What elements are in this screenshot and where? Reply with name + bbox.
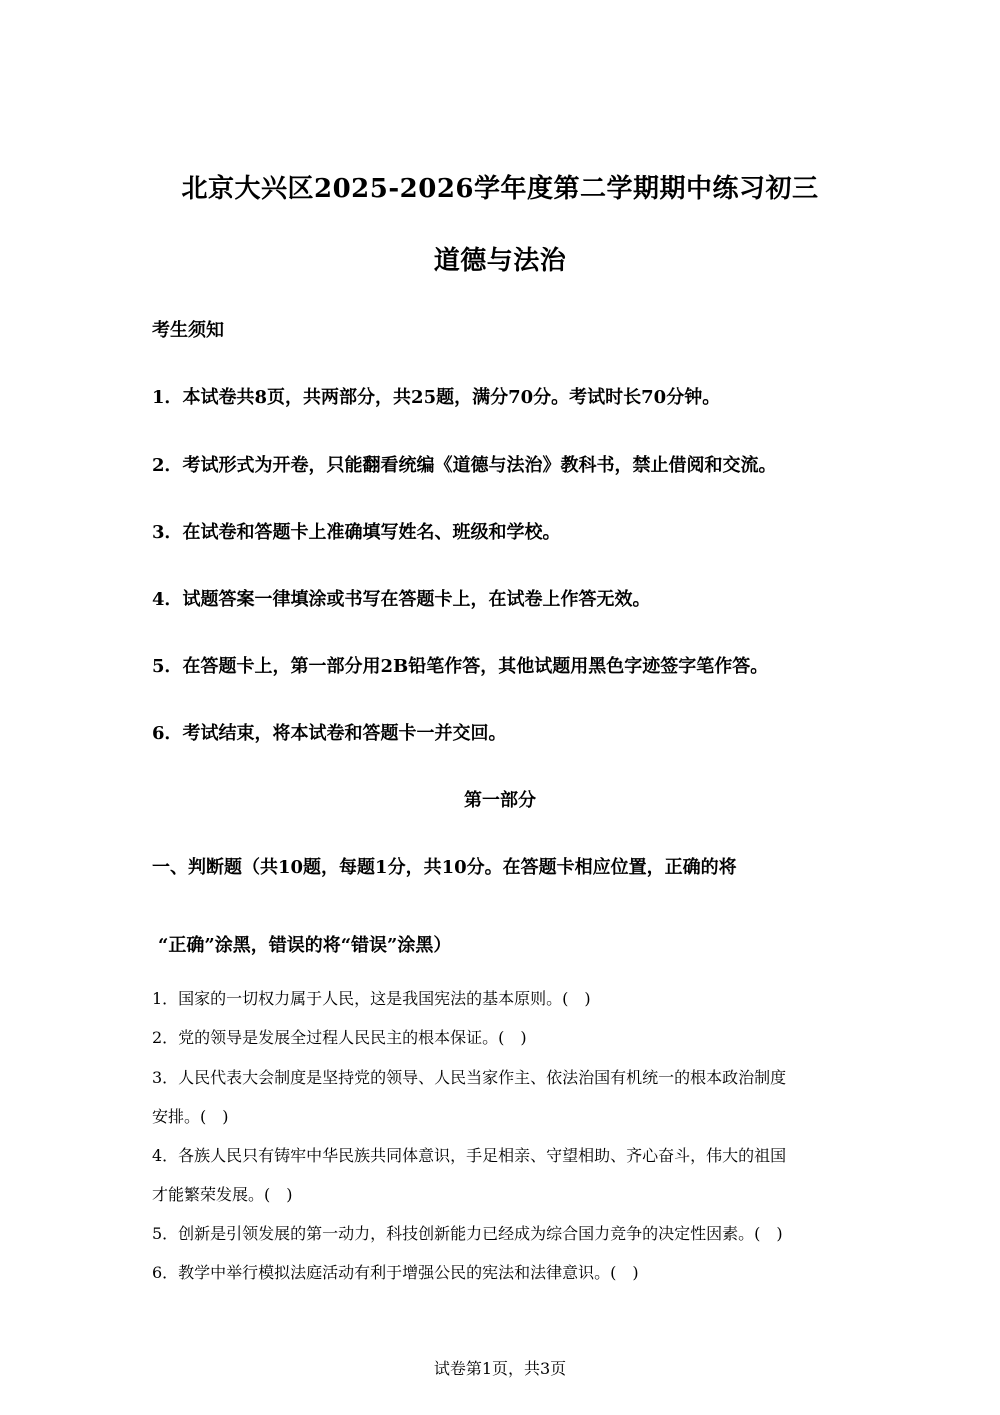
exam-title: 北京大兴区2025-2026学年度第二学期期中练习初三 — [181, 174, 819, 204]
question-5: 5．创新是引领发展的第一动力，科技创新能力已经成为综合国力竞争的决定性因素。( ) — [152, 1224, 783, 1243]
notice-item-3: 3．在试卷和答题卡上准确填写姓名、班级和学校。 — [152, 522, 561, 543]
page-footer: 试卷第1页，共3页 — [433, 1359, 567, 1378]
question-6: 6．教学中举行模拟法庭活动有利于增强公民的宪法和法律意识。( ) — [152, 1263, 639, 1282]
subject-title: 道德与法治 — [433, 246, 567, 276]
part-one-title: 第一部分 — [464, 790, 536, 811]
section-instructions-line1: 一、判断题（共10题，每题1分，共10分。在答题卡相应位置，正确的将 — [152, 857, 737, 878]
question-4: 4．各族人民只有铸牢中华民族共同体意识，手足相亲、守望相助、齐心奋斗，伟大的祖国 — [152, 1146, 787, 1165]
question-2: 2．党的领导是发展全过程人民民主的根本保证。( ) — [152, 1028, 527, 1047]
question-1: 1．国家的一切权力属于人民，这是我国宪法的基本原则。( ) — [152, 989, 591, 1008]
notice-heading: 考生须知 — [152, 320, 224, 341]
section-instructions-line2: “正确”涂黑，错误的将“错误”涂黑） — [158, 935, 452, 956]
notice-item-1: 1．本试卷共8页，共两部分，共25题，满分70分。考试时长70分钟。 — [152, 387, 721, 408]
notice-item-5: 5．在答题卡上，第一部分用2B铅笔作答，其他试题用黑色字迹签字笔作答。 — [152, 656, 769, 677]
notice-item-2: 2．考试形式为开卷，只能翻看统编《道德与法治》教科书，禁止借阅和交流。 — [152, 455, 777, 476]
question-4-continued: 才能繁荣发展。( ) — [152, 1185, 293, 1204]
question-3-continued: 安排。( ) — [152, 1107, 229, 1126]
notice-item-4: 4．试题答案一律填涂或书写在答题卡上，在试卷上作答无效。 — [152, 589, 651, 610]
question-3: 3．人民代表大会制度是坚持党的领导、人民当家作主、依法治国有机统一的根本政治制度 — [152, 1068, 787, 1087]
notice-item-6: 6．考试结束，将本试卷和答题卡一并交回。 — [152, 723, 507, 744]
